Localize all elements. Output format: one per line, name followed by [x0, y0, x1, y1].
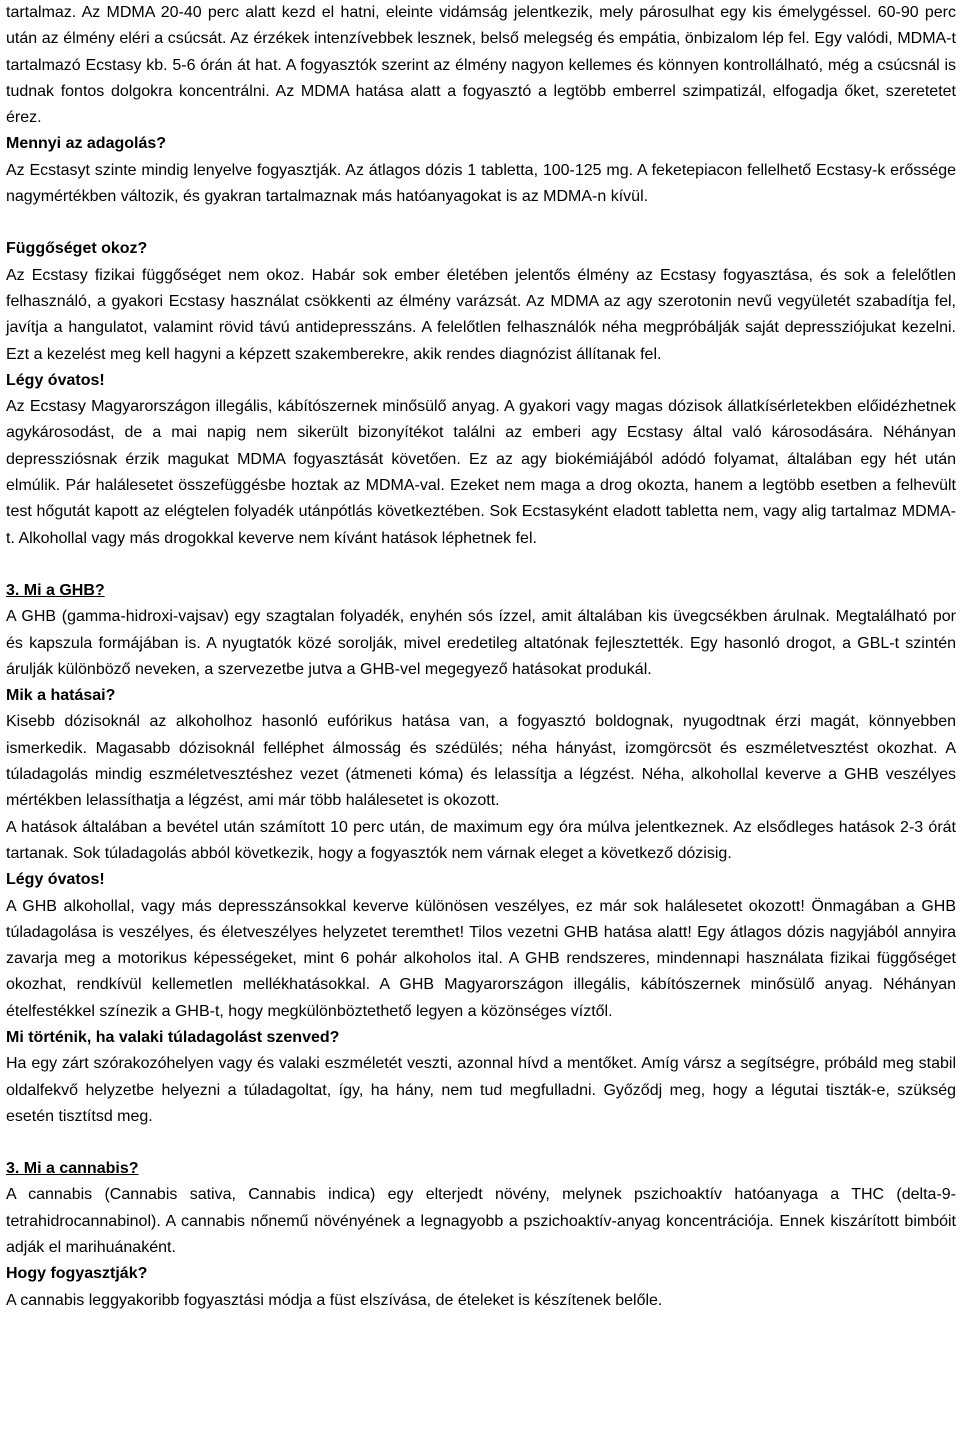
- section-heading: Mik a hatásai?: [6, 687, 116, 705]
- spacer: [6, 1130, 956, 1156]
- paragraph: Ha egy zárt szórakozóhelyen vagy és valaki eszméletét veszti, azonnal hívd a mentőket. Amíg vársz a segítségre, próbáld meg stabil oldalfekvő helyzetbe helyezni a túladagoltat, így, ha hány, nem tud megfulladni. Győződj meg, hogy a légutai tiszták-e, szükség esetén tisztítsd meg.: [6, 1055, 956, 1125]
- chapter-heading: 3. Mi a cannabis?: [6, 1160, 139, 1178]
- paragraph: Kisebb dózisoknál az alkoholhoz hasonló eufórikus hatása van, a fogyasztó boldognak, nyugodtnak érzi magát, könnyebben ismerkedik. Magasabb dózisoknál felléphet álmosság és szédülés; néha hányást, izomgörcsöt és eszméletvesztést okozhat. A túladagolás mindig eszméletvesztéshez vezet (átmeneti kóma) és lelassítja a légzést. Néha, alkohollal keverve a GHB veszélyes mértékben lelassíthatja a légzést, ami már több halálesetet is okozott.: [6, 713, 956, 810]
- document-page: [6, 0, 956, 1314]
- spacer: [6, 210, 956, 236]
- section-heading: Függőséget okoz?: [6, 240, 148, 258]
- paragraph: A GHB alkohollal, vagy más depresszánsokkal keverve különösen veszélyes, ez már sok halálesetet okozott! Önmagában a GHB túladagolása is veszélyes, és életveszélyes helyzetet teremthet! Tilos vezetni GHB hatása alatt! Egy átlagos dózis nagyjából annyira zavarja meg a motorikus képességeket, mint 6 pohár alkoholos ital. A GHB rendszeres, mindennapi használata fizikai függőséget okozhat, rendkívül kellemetlen mellékhatásokkal. A GHB Magyarországon illegális, kábítószernek minősülő anyag. Néhányan ételfestékkel színezik a GHB-t, hogy megkülönböztethető legyen a közönséges víztől.: [6, 897, 956, 1020]
- section-heading: Hogy fogyasztják?: [6, 1265, 148, 1283]
- paragraph: A cannabis leggyakoribb fogyasztási módja a füst elszívása, de ételeket is készítenek belőle.: [6, 1291, 663, 1309]
- chapter-heading: 3. Mi a GHB?: [6, 581, 105, 599]
- section-heading: Mennyi az adagolás?: [6, 135, 167, 153]
- paragraph: Az Ecstasy Magyarországon illegális, kábítószernek minősülő anyag. A gyakori vagy magas dózisok állatkísérletekben előidézhetnek agykárosodást, de a mai napig nem sikerült bizonyítékot találni az emberi agy Ecstasy által való károsodására. Néhányan depressziósnak érzik magukat MDMA fogyasztását követően. Ez az agy biokémiájából adódó folyamat, általában egy hét után elmúlik. Pár halálesetet összefüggésbe hoztak az MDMA-val. Ezeket nem maga a drog okozta, hanem a legtöbb esetben a felhevült test hőgutát kapott az elégtelen folyadék utánpótlás következtében. Sok Ecstasyként eladott tabletta nem, vagy alig tartalmaz MDMA-t. Alkohollal vagy más drogokkal keverve nem kívánt hatások léphetnek fel.: [6, 398, 956, 547]
- paragraph: tartalmaz. Az MDMA 20-40 perc alatt kezd el hatni, eleinte vidámság jelentkezik, mely párosulhat egy kis émelygéssel. 60-90 perc után az élmény eléri a csúcsát. Az érzékek intenzívebbek lesznek, belső melegség és empátia, önbizalom lép fel. Egy valódi, MDMA-t tartalmazó Ecstasy kb. 5-6 órán át hat. A fogyasztók szerint az élmény nagyon kellemes és könnyen kontrollálható, még a csúcsnál is tudnak fontos dolgokra koncentrálni. Az MDMA hatása alatt a fogyasztó a legtöbb emberrel szimpatizál, elfogadja őket, szeretetet érez.: [6, 4, 956, 127]
- paragraph: A GHB (gamma-hidroxi-vajsav) egy szagtalan folyadék, enyhén sós ízzel, amit általában kis üvegcsékben árulnak. Megtalálható por és kapszula formájában is. A nyugtatók közé sorolják, mivel eredetileg altatónak fejlesztették. Egy hasonló drogot, a GBL-t szintén árulják különböző neveken, a szervezetbe jutva a GHB-vel megegyező hatásokat produkál.: [6, 608, 956, 678]
- section-heading: Légy óvatos!: [6, 371, 105, 389]
- paragraph: A hatások általában a bevétel után számított 10 perc után, de maximum egy óra múlva jelentkeznek. Az elsődleges hatások 2-3 órát tartanak. Sok túladagolás abból következik, hogy a fogyasztók nem várnak eleget a következő dózisig.: [6, 818, 956, 862]
- section-heading: Légy óvatos!: [6, 871, 105, 889]
- paragraph: A cannabis (Cannabis sativa, Cannabis indica) egy elterjedt növény, melynek pszichoaktív hatóanyaga a THC (delta-9-tetrahidrocannabinol). A cannabis nőnemű növényének a legnagyobb a pszichoaktív-anyag koncentrációja. Ennek kiszárított bimbóit adják el marihuánaként.: [6, 1186, 956, 1257]
- section-heading: Mi történik, ha valaki túladagolást szenved?: [6, 1028, 340, 1046]
- paragraph: Az Ecstasyt szinte mindig lenyelve fogyasztják. Az átlagos dózis 1 tabletta, 100-125 mg. A feketepiacon fellelhető Ecstasy-k erőssége nagymértékben változik, és gyakran tartalmaznak más hatóanyagokat is az MDMA-n kívül.: [6, 161, 956, 206]
- paragraph: Az Ecstasy fizikai függőséget nem okoz. Habár sok ember életében jelentős élmény az Ecstasy fogyasztása, és sok a felelőtlen felhasználó, a gyakori Ecstasy használat csökkenti az élmény varázsát. Az MDMA az agy szerotonin nevű vegyületét szabadítja fel, javítja a hangulatot, valamint rövid távú antidepresszáns. A felelőtlen felhasználók néha megpróbálják saját depressziójukat kezelni. Ezt a kezelést meg kell hagyni a képzett szakemberekre, akik rendes diagnózist állítanak fel.: [6, 266, 956, 363]
- spacer: [6, 552, 956, 578]
